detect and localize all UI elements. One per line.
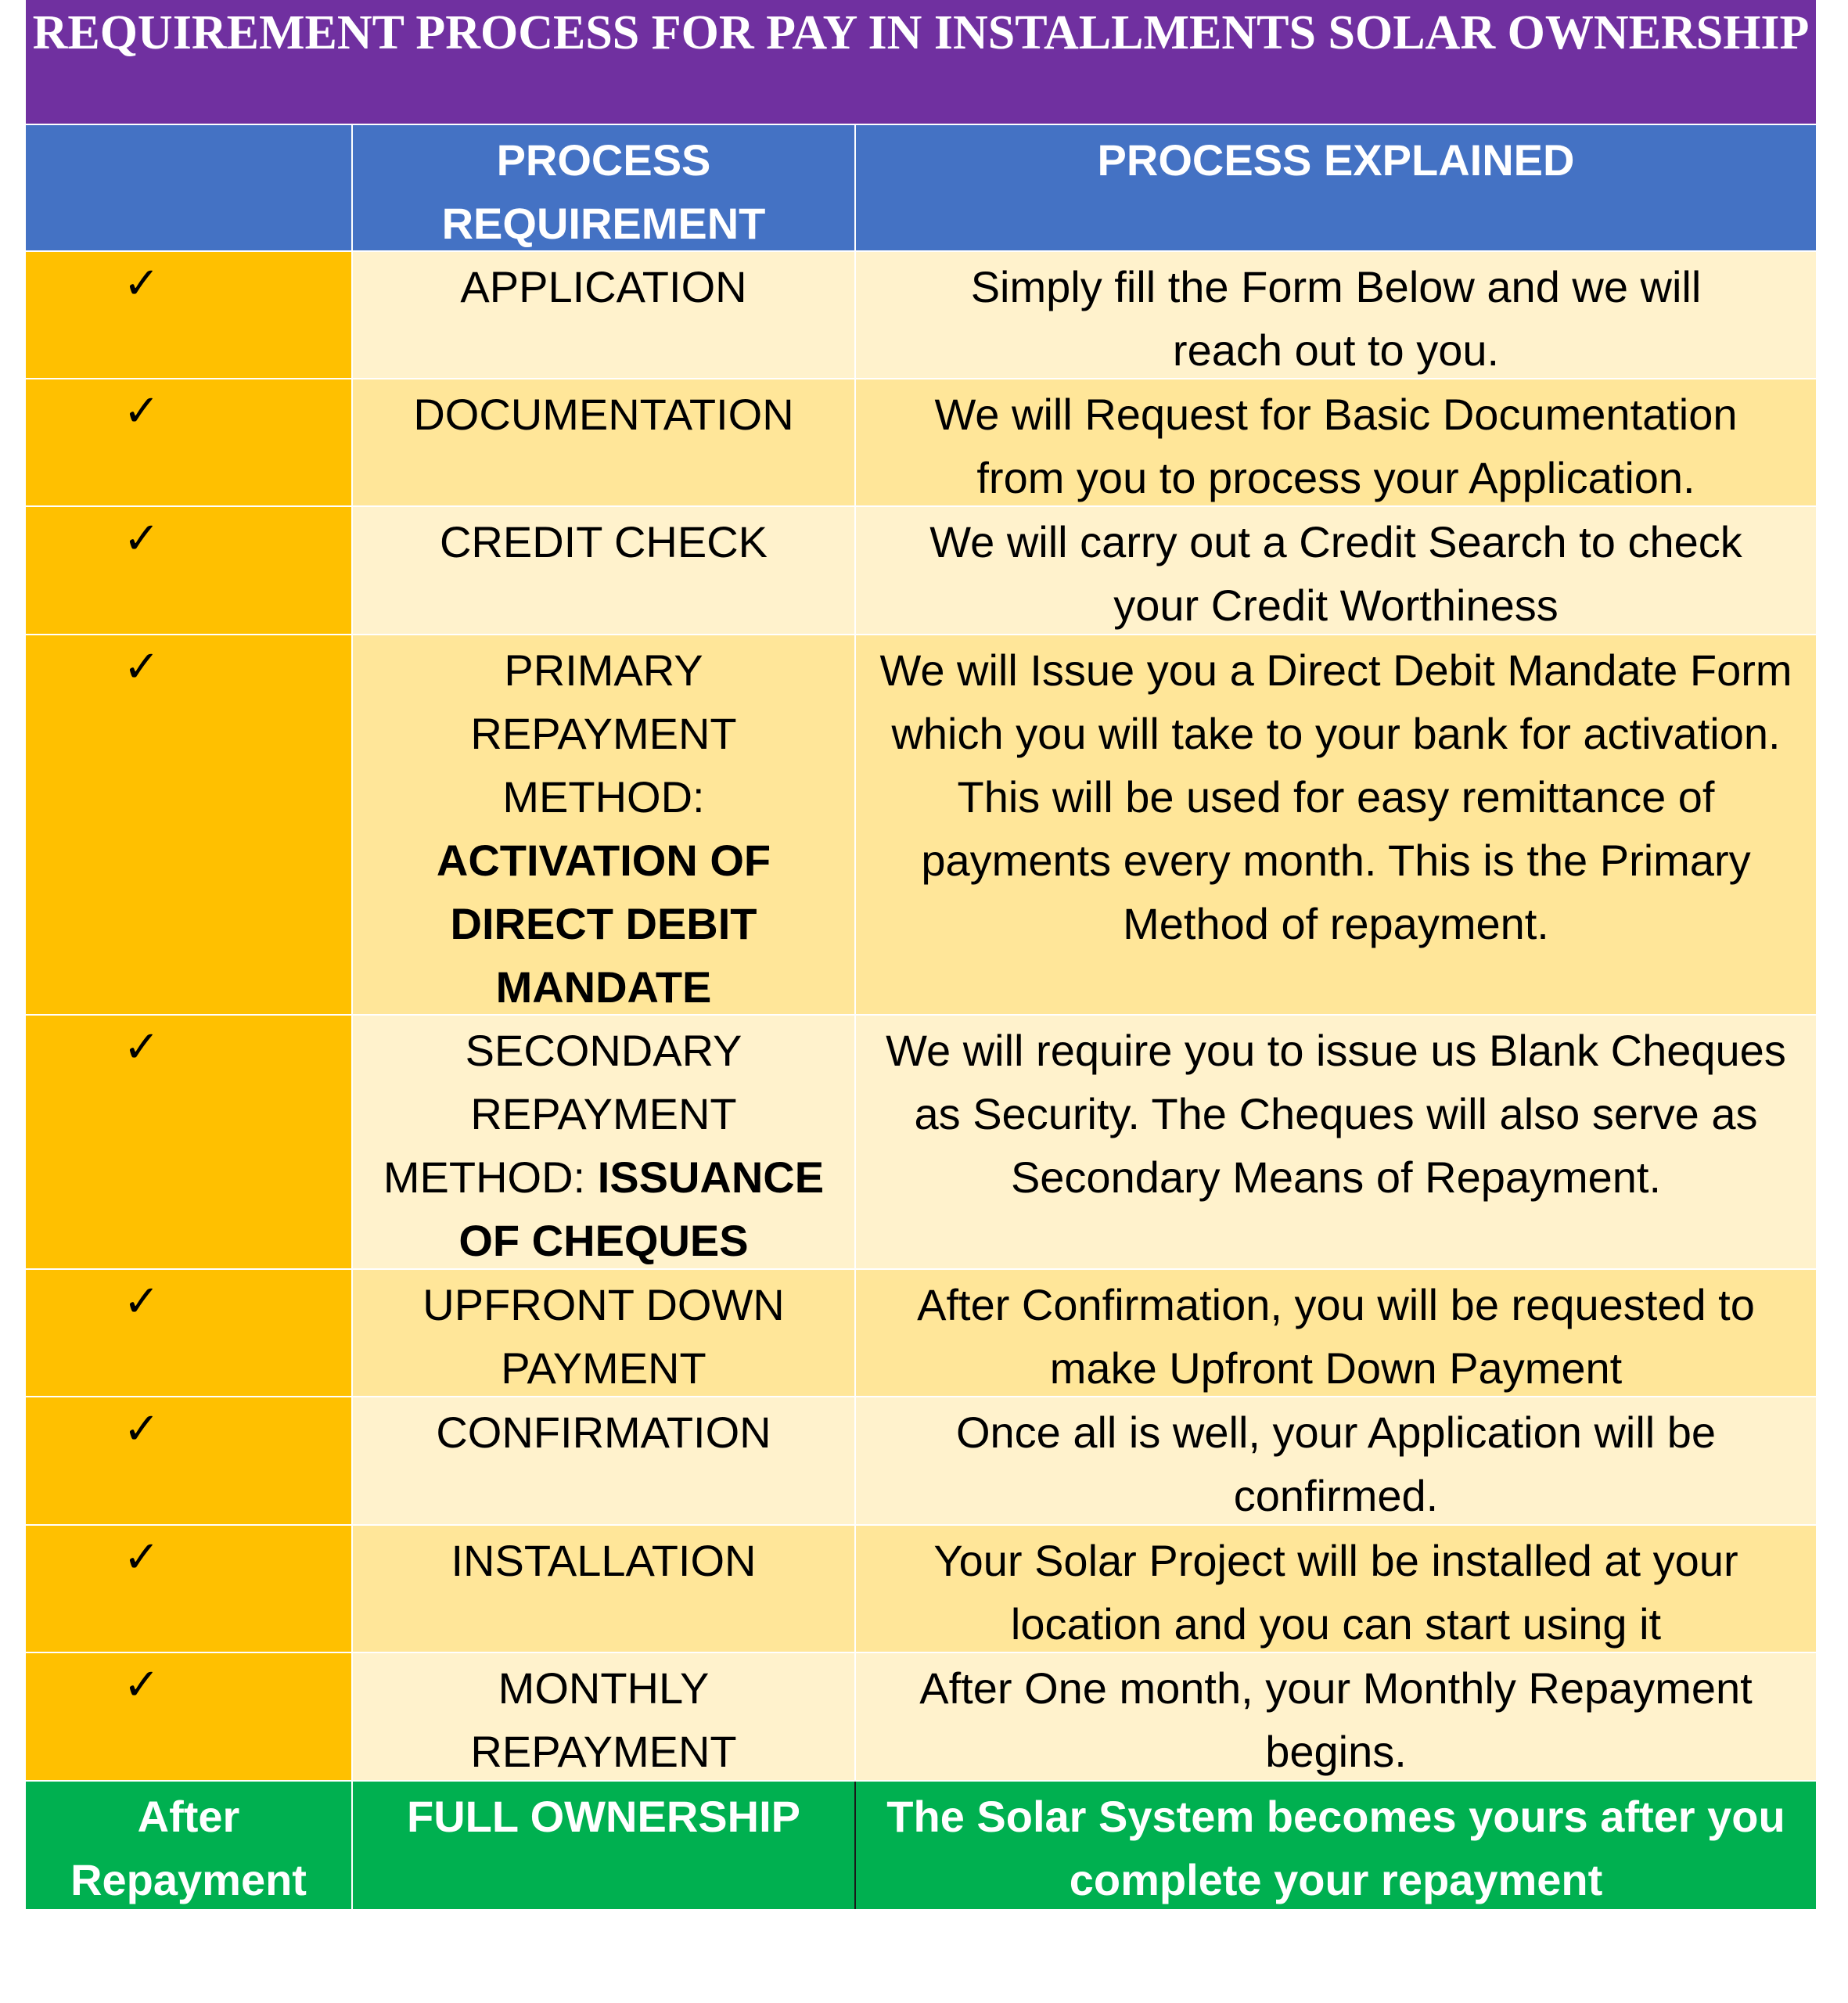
requirement-cell [353,507,856,634]
explained-text: Simply fill the Form Below and we will reach out to you. [970,262,1702,375]
requirement-cell [353,379,856,505]
check-icon: ✓ [123,642,160,692]
explained-text: We will Issue you a Direct Debit Mandate Form which you will take to your bank for activation. This will be used for easy remittance of payments every month. This is the Primary Method of repayment. [879,645,1792,948]
header-explained-label: PROCESS EXPLAINED [1097,135,1575,185]
table-row [26,379,1816,507]
check-cell [26,1270,353,1396]
table-row [26,1526,1816,1653]
explained-text: We will carry out a Credit Search to check your Credit Worthiness [929,517,1742,630]
check-icon: ✓ [123,258,160,309]
explained-text: We will require you to issue us Blank Cheques as Security. The Cheques will also serve as Secondary Means of Repayment. [886,1026,1786,1202]
check-icon: ✓ [123,1276,160,1327]
requirement-table [26,0,1816,1909]
explained-cell [856,252,1816,378]
explained-cell [856,1653,1816,1780]
requirement-bold: ACTIVATION OF DIRECT DEBIT MANDATE [436,836,771,1012]
table-row [26,1270,1816,1397]
table-row [26,507,1816,635]
explained-cell [856,1016,1816,1268]
final-col-explained [856,1782,1816,1909]
check-icon: ✓ [123,386,160,437]
check-cell [26,1653,353,1780]
explained-text: We will Request for Basic Documentation from you to process your Application. [934,390,1738,502]
requirement-text: CREDIT CHECK [439,517,768,566]
explained-cell [856,379,1816,505]
explained-cell [856,1270,1816,1396]
requirement-cell [353,635,856,1014]
requirement-text [353,635,854,1019]
requirement-plain: SECONDARY REPAYMENT METHOD: [383,1026,742,1202]
final-status-text: After Repayment [70,1792,307,1904]
check-cell [26,1397,353,1524]
explained-text: Once all is well, your Application will be confirmed. [955,1408,1717,1520]
check-cell [26,379,353,505]
check-icon: ✓ [123,513,160,564]
final-requirement-text: FULL OWNERSHIP [407,1792,800,1841]
requirement-text: DOCUMENTATION [413,390,794,439]
requirement-cell [353,1653,856,1780]
check-cell [26,1526,353,1652]
requirement-cell [353,1397,856,1524]
check-cell [26,635,353,1014]
explained-text: After One month, your Monthly Repayment begins. [919,1663,1753,1776]
table-row [26,1397,1816,1526]
header-col-requirement [353,125,856,250]
table-row [26,1653,1816,1782]
table-row [26,1016,1816,1270]
explained-cell [856,1397,1816,1524]
explained-text: After Confirmation, you will be requested to make Upfront Down Payment [917,1280,1755,1393]
explained-cell [856,1526,1816,1652]
requirement-bold: ISSUANCE OF CHEQUES [458,1153,825,1265]
check-icon: ✓ [123,1022,160,1073]
table-row [26,635,1816,1016]
check-icon: ✓ [123,1660,160,1710]
requirement-cell [353,252,856,378]
final-explained-text: The Solar System becomes yours after you complete your repayment [886,1792,1785,1904]
final-col-status [26,1782,353,1909]
requirement-plain: PRIMARY REPAYMENT METHOD: [470,645,737,822]
check-cell [26,507,353,634]
explained-text: Your Solar Project will be installed at your location and you can start using it [933,1536,1738,1649]
check-icon: ✓ [123,1532,160,1583]
header-col-explained [856,125,1816,250]
requirement-cell [353,1016,856,1268]
requirement-text: UPFRONT DOWN PAYMENT [422,1280,785,1393]
requirement-text: MONTHLY REPAYMENT [470,1663,737,1776]
requirement-text: CONFIRMATION [436,1408,771,1457]
explained-cell [856,635,1816,1014]
header-col-status [26,125,353,250]
requirement-text [353,1016,854,1272]
check-icon: ✓ [123,1404,160,1455]
table-row [26,252,1816,379]
header-requirement-label: PROCESS REQUIREMENT [441,135,766,248]
final-row [26,1782,1816,1909]
check-cell [26,1016,353,1268]
requirement-text: APPLICATION [460,262,747,311]
header-row [26,125,1816,252]
requirement-text: INSTALLATION [451,1536,757,1585]
table-title: REQUIREMENT PROCESS FOR PAY IN INSTALLMENTS SOLAR OWNERSHIP [26,0,1816,125]
requirement-cell [353,1526,856,1652]
requirement-cell [353,1270,856,1396]
explained-cell [856,507,1816,634]
final-col-requirement [353,1782,856,1909]
check-cell [26,252,353,378]
